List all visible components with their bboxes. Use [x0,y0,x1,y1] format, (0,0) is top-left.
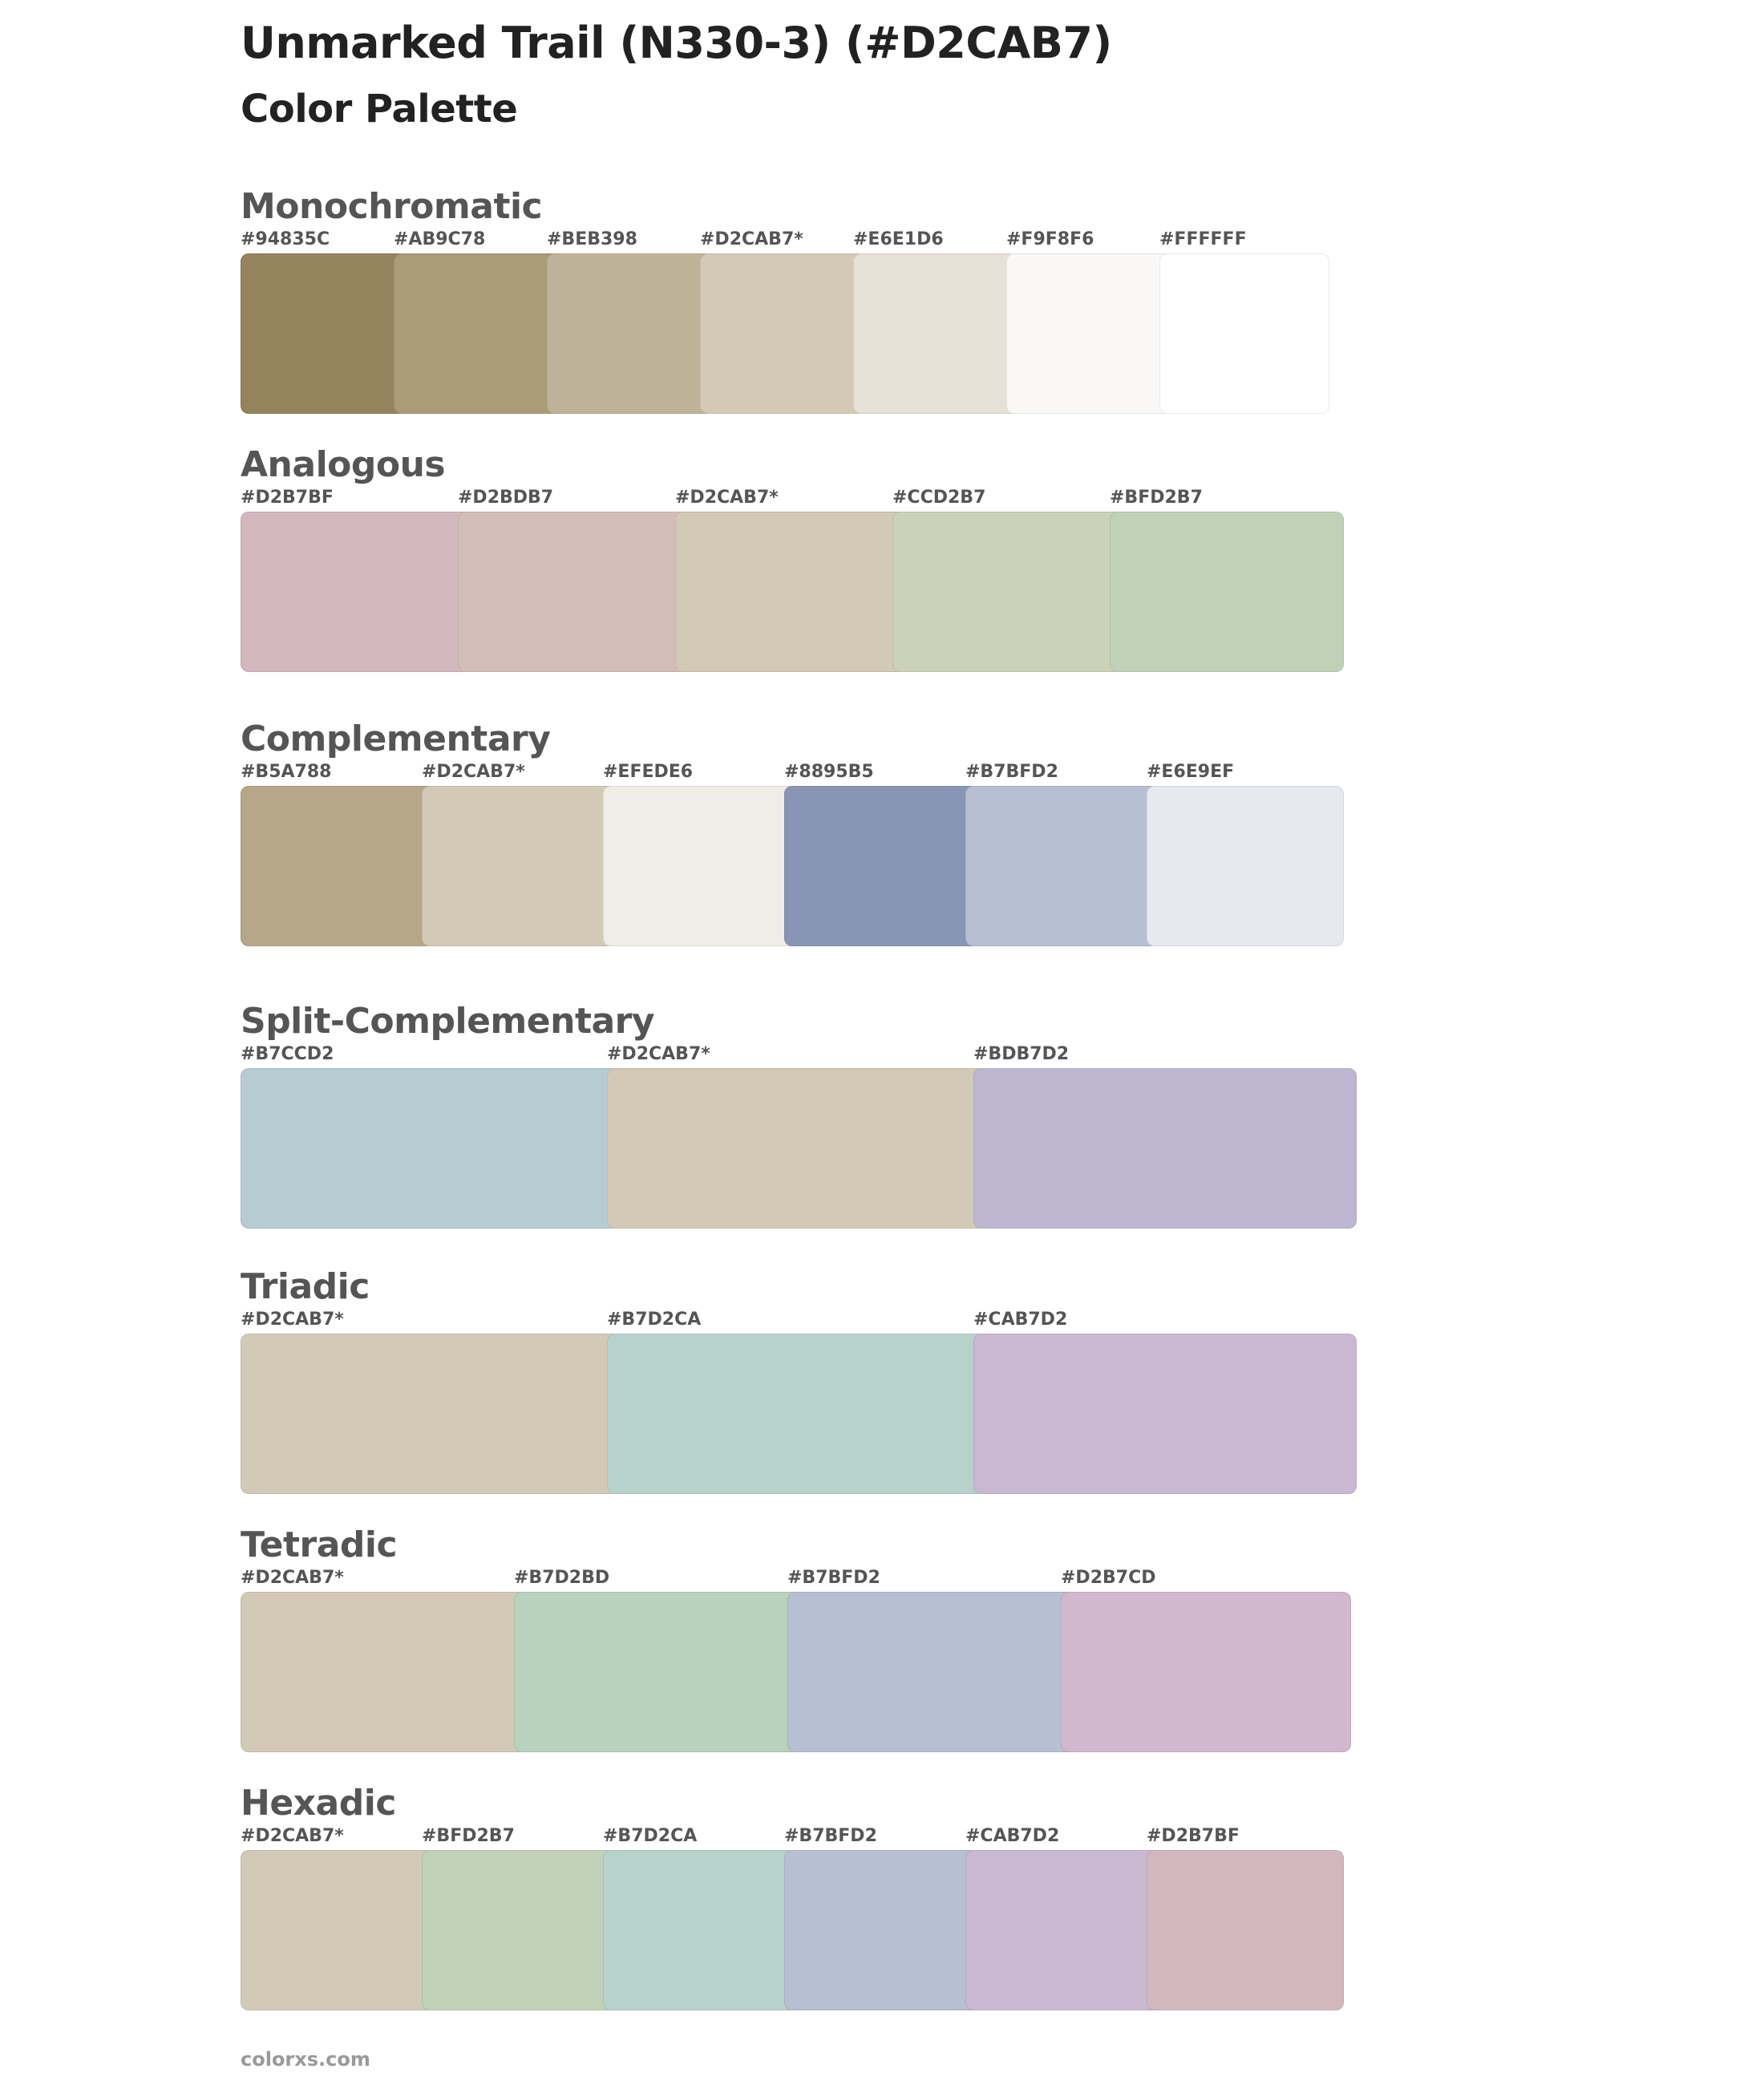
color-hex-label: #FFFFFF [1159,229,1247,249]
color-swatch[interactable] [787,1592,1078,1752]
color-swatch[interactable] [965,1850,1163,2010]
color-hex-label: #CAB7D2 [965,1826,1060,1846]
color-swatch[interactable] [603,786,800,946]
color-swatch[interactable] [1147,786,1344,946]
color-swatch[interactable] [394,253,564,414]
color-swatch[interactable] [547,253,717,414]
color-swatch[interactable] [241,1334,624,1494]
color-swatch[interactable] [965,786,1163,946]
section-title: Split-Complementary [241,1001,655,1042]
color-hex-label: #D2CAB7* [607,1044,710,1064]
section-title: Hexadic [241,1783,396,1824]
section-title: Complementary [241,719,551,759]
color-hex-label: #D2CAB7* [700,229,803,249]
color-hex-label: #D2CAB7* [241,1826,344,1846]
color-hex-label: #BEB398 [547,229,637,249]
color-hex-label: #E6E9EF [1147,762,1235,782]
color-hex-label: #D2BDB7 [458,488,554,508]
color-hex-label: #CCD2B7 [892,488,986,508]
color-hex-label: #B7D2CA [607,1310,702,1330]
color-swatch[interactable] [700,253,870,414]
color-swatch[interactable] [607,1068,990,1229]
color-swatch[interactable] [1159,253,1329,414]
color-hex-label: #D2CAB7* [241,1568,344,1588]
color-hex-label: #B7BFD2 [965,762,1058,782]
color-swatch[interactable] [607,1334,990,1494]
color-hex-label: #D2CAB7* [422,762,525,782]
color-swatch[interactable] [241,512,475,672]
color-swatch[interactable] [1110,512,1344,672]
color-swatch[interactable] [241,1068,624,1229]
page-subtitle: Color Palette [241,87,518,132]
color-swatch[interactable] [458,512,692,672]
section-title: Triadic [241,1266,370,1307]
color-swatch[interactable] [241,1850,438,2010]
color-swatch[interactable] [603,1850,800,2010]
color-hex-label: #D2CAB7* [675,488,779,508]
color-hex-label: #BDB7D2 [973,1044,1070,1064]
color-hex-label: #B7BFD2 [787,1568,880,1588]
color-swatch[interactable] [514,1592,804,1752]
color-swatch[interactable] [853,253,1023,414]
color-hex-label: #D2B7BF [241,488,334,508]
color-hex-label: #94835C [241,229,330,249]
color-hex-label: #B5A788 [241,762,332,782]
color-hex-label: #AB9C78 [394,229,486,249]
color-hex-label: #D2CAB7* [241,1310,344,1330]
color-hex-label: #B7D2BD [514,1568,610,1588]
color-hex-label: #D2B7CD [1061,1568,1156,1588]
color-swatch[interactable] [784,786,981,946]
color-swatch[interactable] [973,1068,1357,1229]
color-hex-label: #E6E1D6 [853,229,944,249]
color-swatch[interactable] [1061,1592,1351,1752]
color-swatch[interactable] [241,1592,531,1752]
color-swatch[interactable] [892,512,1127,672]
color-hex-label: #B7CCD2 [241,1044,334,1064]
color-swatch[interactable] [675,512,909,672]
color-hex-label: #EFEDE6 [603,762,694,782]
color-swatch[interactable] [422,1850,619,2010]
color-hex-label: #BFD2B7 [1110,488,1203,508]
color-swatch[interactable] [973,1334,1357,1494]
color-swatch[interactable] [1006,253,1176,414]
color-hex-label: #D2B7BF [1147,1826,1240,1846]
section-title: Analogous [241,444,446,485]
section-title: Tetradic [241,1524,398,1565]
footer-site-link[interactable]: colorxs.com [241,2048,370,2071]
color-swatch[interactable] [422,786,619,946]
color-hex-label: #CAB7D2 [973,1310,1068,1330]
color-swatch[interactable] [241,786,438,946]
color-hex-label: #BFD2B7 [422,1826,515,1846]
color-hex-label: #B7BFD2 [784,1826,877,1846]
color-swatch[interactable] [784,1850,981,2010]
color-swatch[interactable] [241,253,411,414]
section-title: Monochromatic [241,186,543,227]
page-title: Unmarked Trail (N330-3) (#D2CAB7) [241,18,1112,68]
color-hex-label: #F9F8F6 [1006,229,1094,249]
color-hex-label: #8895B5 [784,762,874,782]
color-hex-label: #B7D2CA [603,1826,698,1846]
color-swatch[interactable] [1147,1850,1344,2010]
